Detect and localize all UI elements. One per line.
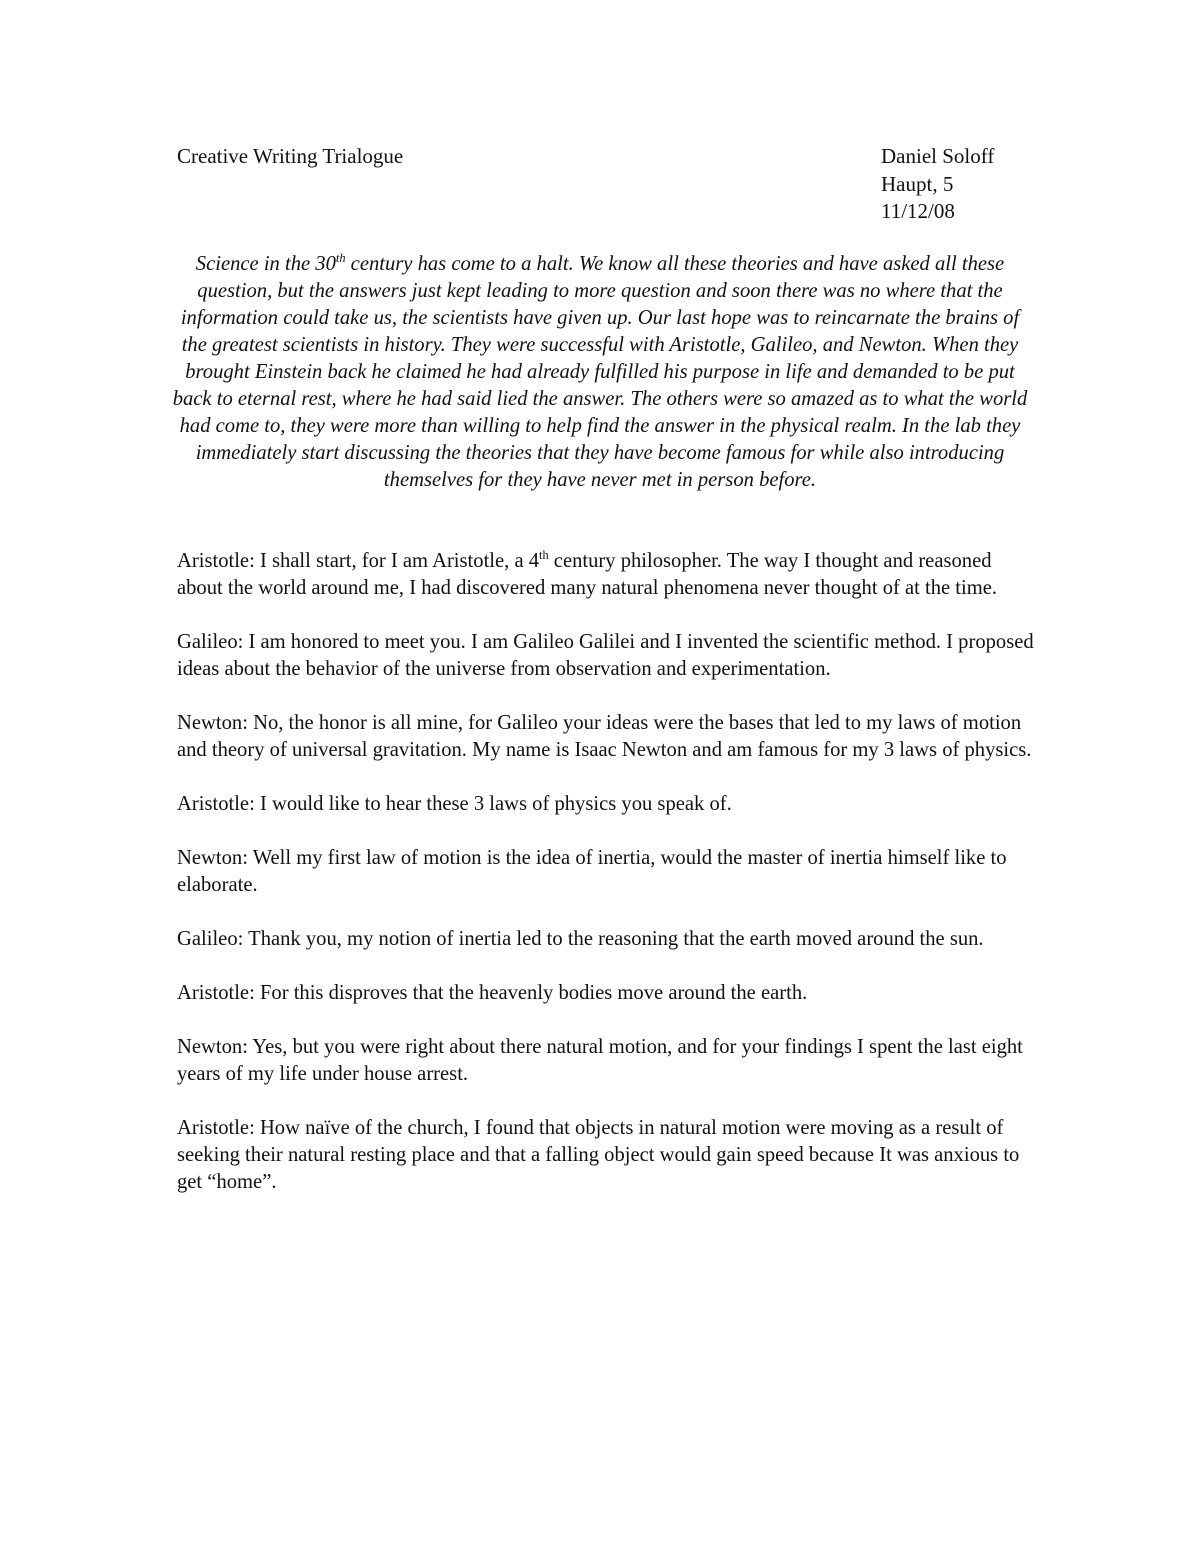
dialogue-line-aristotle-2: Aristotle: I would like to hear these 3 laws of physics you speak of. — [177, 793, 732, 815]
document-date: 11/12/08 — [881, 199, 955, 223]
intro-superscript: th — [335, 251, 346, 266]
dialogue-line-newton-3: Newton: Yes, but you were right about there natural motion, and for your findings I spent the last eight years of my life under house arrest. — [177, 1036, 1023, 1085]
dialogue-line-newton-2: Newton: Well my first law of motion is the idea of inertia, would the master of inertia himself like to elaborate. — [177, 847, 1007, 896]
intro-text-rest: century has come to a halt. We know all these theories and have asked all these question, but the answers just kept leading to more question and soon there was no where that the information could take us, the scientists have given up. Our last hope was to reincarnate the brains of the greatest scientists in history. They were successful with Aristotle, Galileo, and Newton. When they brought Einstein back he claimed he had already fulfilled his purpose in life and demanded to be put back to eternal rest, where he had said lied the answer. The others were so amazed as to what the world had come to, they were more than willing to help find the answer in the physical realm. In the lab they immediately start discussing the theories that they have become famous for while also introducing themselves for they have never met in person before. — [172, 253, 1028, 491]
dialogue-text-rest: century philosopher. The way I thought and reasoned about the world around me, I had discovered many natural phenomena never thought of at the time. — [177, 550, 998, 599]
author-name: Daniel Soloff — [881, 144, 995, 168]
dialogue-line-aristotle-1 — [177, 548, 1037, 602]
dialogue-text-start: Aristotle: I shall start, for I am Aristotle, a 4 — [177, 550, 540, 572]
dialogue-line-aristotle-4: Aristotle: How naïve of the church, I found that objects in natural motion were moving as a result of seeking their natural resting place and that a falling object would gain speed because It was anxious to get “home”. — [177, 1117, 1020, 1193]
class-period: Haupt, 5 — [881, 171, 954, 196]
dialogue-line-galileo-2: Galileo: Thank you, my notion of inertia led to the reasoning that the earth moved around the sun. — [177, 928, 984, 950]
dialogue-line-galileo-1: Galileo: I am honored to meet you. I am Galileo Galilei and I invented the scientific method. I proposed ideas about the behavior of the universe from observation and experimentation. — [177, 631, 1034, 680]
dialogue-line-aristotle-3: Aristotle: For this disproves that the heavenly bodies move around the earth. — [177, 982, 808, 1004]
dialogue-line-newton-1: Newton: No, the honor is all mine, for Galileo your ideas were the bases that led to my laws of motion and theory of universal gravitation. My name is Isaac Newton and am famous for my 3 laws of physics. — [177, 712, 1032, 761]
dialogue-superscript: th — [539, 548, 549, 563]
intro-text-start: Science in the 30 — [195, 253, 336, 275]
author-block — [881, 143, 994, 226]
intro-paragraph — [170, 251, 1030, 494]
document-title: Creative Writing Trialogue — [177, 144, 404, 168]
dialogue-section — [177, 548, 1037, 1223]
